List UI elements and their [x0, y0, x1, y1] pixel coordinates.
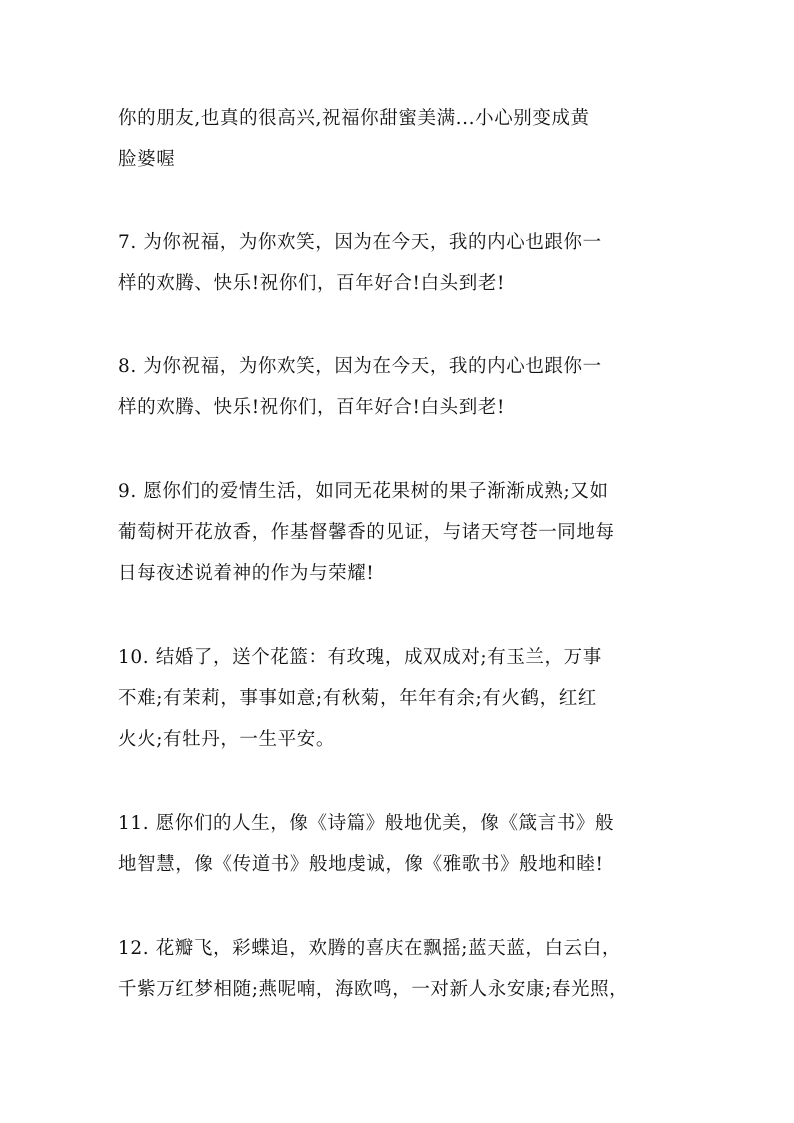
text-line: 你的朋友,也真的很高兴,祝福你甜蜜美满...小心别变成黄 [118, 108, 590, 129]
text-line: 8. 为你祝福，为你欢笑，因为在今天，我的内心也跟你一 [118, 356, 602, 377]
paragraph-item-8 [118, 346, 678, 428]
text-line: 7. 为你祝福，为你欢笑，因为在今天，我的内心也跟你一 [118, 232, 602, 253]
text-line: 12. 花瓣飞，彩蝶追，欢腾的喜庆在飘摇;蓝天蓝，白云白， [118, 938, 621, 959]
paragraph-continuation [118, 98, 678, 180]
text-line: 9. 愿你们的爱情生活，如同无花果树的果子渐渐成熟;又如 [118, 481, 609, 502]
paragraph-item-7 [118, 222, 678, 304]
paragraph-item-11 [118, 803, 678, 885]
text-line: 样的欢腾、快乐!祝你们，百年好合!白头到老! [118, 397, 506, 418]
text-line: 千紫万红梦相随;燕呢喃，海欧鸣，一对新人永安康;春光照， [118, 979, 629, 1000]
paragraph-item-10 [118, 637, 678, 760]
text-line: 日每夜述说着神的作为与荣耀! [118, 563, 375, 584]
text-line: 火火;有牡丹，一生平安。 [118, 729, 335, 750]
text-line: 葡萄树开花放香，作基督馨香的见证，与诸天穹苍一同地每 [118, 522, 615, 543]
text-line: 10. 结婚了，送个花篮：有玫瑰，成双成对;有玉兰，万事 [118, 647, 602, 668]
paragraph-item-9 [118, 471, 678, 594]
paragraph-item-12 [118, 928, 678, 1010]
text-line: 不难;有茉莉，事事如意;有秋菊，年年有余;有火鹤，红红 [118, 688, 597, 709]
text-line: 脸婆喔 [118, 149, 176, 170]
text-line: 11. 愿你们的人生，像《诗篇》般地优美，像《箴言书》般 [118, 813, 615, 834]
text-line: 样的欢腾、快乐!祝你们，百年好合!白头到老! [118, 273, 506, 294]
text-line: 地智慧，像《传道书》般地虔诚，像《雅歌书》般地和睦! [118, 854, 604, 875]
